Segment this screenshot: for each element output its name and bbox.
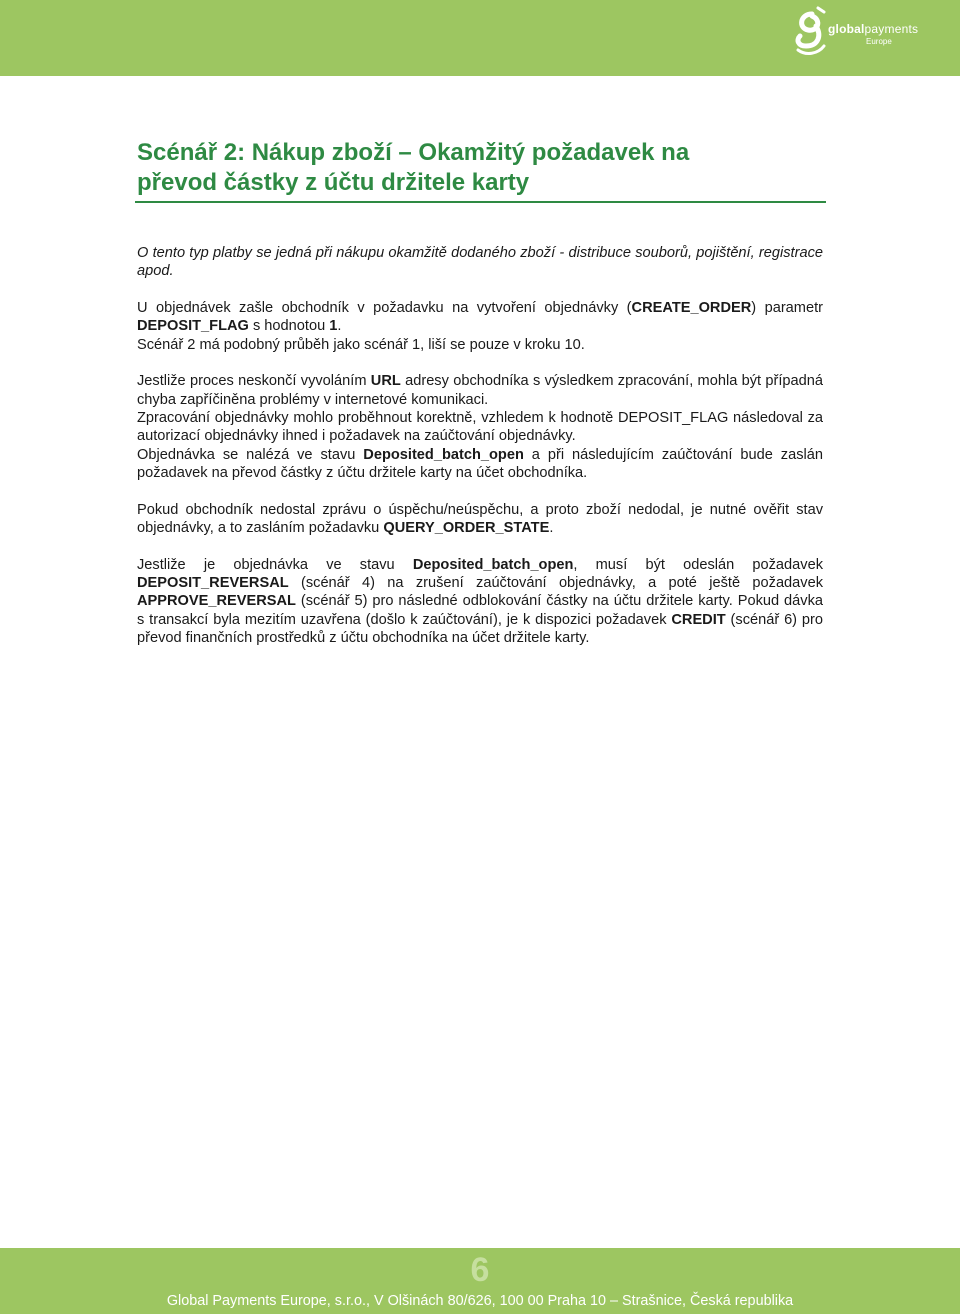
title-underline	[135, 201, 826, 203]
logo-wordmark: globalpayments	[828, 22, 919, 36]
paragraph-scenario-note: Scénář 2 má podobný průběh jako scénář 1, liší se pouze v kroku 10.	[137, 336, 585, 353]
paragraph-create-order: U objednávek zašle obchodník v požadavku na vytvoření objednávky (CREATE_ORDER) parametr DEPOSIT_FLAG s hodnotou 1.	[137, 300, 823, 335]
logo-subtitle: Europe	[866, 37, 892, 46]
paragraph-reversal: Jestliže je objednávka ve stavu Deposited_batch_open, musí být odeslán požadavek DEPOSIT_REVERSAL (scénář 4) na zrušení zaúčtování objednávky, a poté ještě požadavek APPROVE_REVERSAL (scénář 5) pro následné odblokování částky na účtu držitele karty. Pokud dávka s transakcí byla mezitím uzavřena (došlo k zaúčtování), je k dispozici požadavek CREDIT (scénář 6) pro převod finančních prostředků z účtu obchodníka na účet držitele karty.	[137, 556, 823, 647]
paragraph-query-order: Pokud obchodník nedostal zprávu o úspěchu/neúspěchu, a proto zboží nedodal, je nutné ověřit stav objednávky, a to zasláním požadavku QUERY_ORDER_STATE.	[137, 501, 823, 537]
document-body	[137, 244, 823, 647]
title-line-1: Scénář 2: Nákup zboží – Okamžitý požadavek na	[137, 139, 690, 166]
paragraph-intro: O tento typ platby se jedná při nákupu okamžitě dodaného zboží - distribuce souborů, pojištění, registrace apod.	[137, 245, 823, 280]
global-payments-logo	[792, 6, 932, 60]
title-line-2: převod částky z účtu držitele karty	[137, 169, 530, 196]
footer-address: Global Payments Europe, s.r.o., V Olšinách 80/626, 100 00 Praha 10 – Strašnice, Česká republika	[166, 1293, 794, 1309]
paragraph-url-error: Jestliže proces neskončí vyvoláním URL adresy obchodníka s výsledkem zpracování, mohla být případná chyba zapříčiněna problémy v internetové komunikaci.	[137, 373, 823, 408]
logo-mark-icon	[792, 6, 832, 60]
paragraph-deposited-state: Objednávka se nalézá ve stavu Deposited_batch_open a při následujícím zaúčtování bude zaslán požadavek na převod částky z účtu držitele karty na účet obchodníka.	[137, 446, 823, 481]
section-title	[137, 138, 827, 198]
paragraph-processing: Zpracování objednávky mohlo proběhnout korektně, vzhledem k hodnotě DEPOSIT_FLAG následoval za autorizací objednávky ihned i požadavek na zaúčtování objednávky.	[137, 410, 823, 445]
header-band	[0, 0, 960, 76]
page-number: 6	[470, 1251, 490, 1289]
